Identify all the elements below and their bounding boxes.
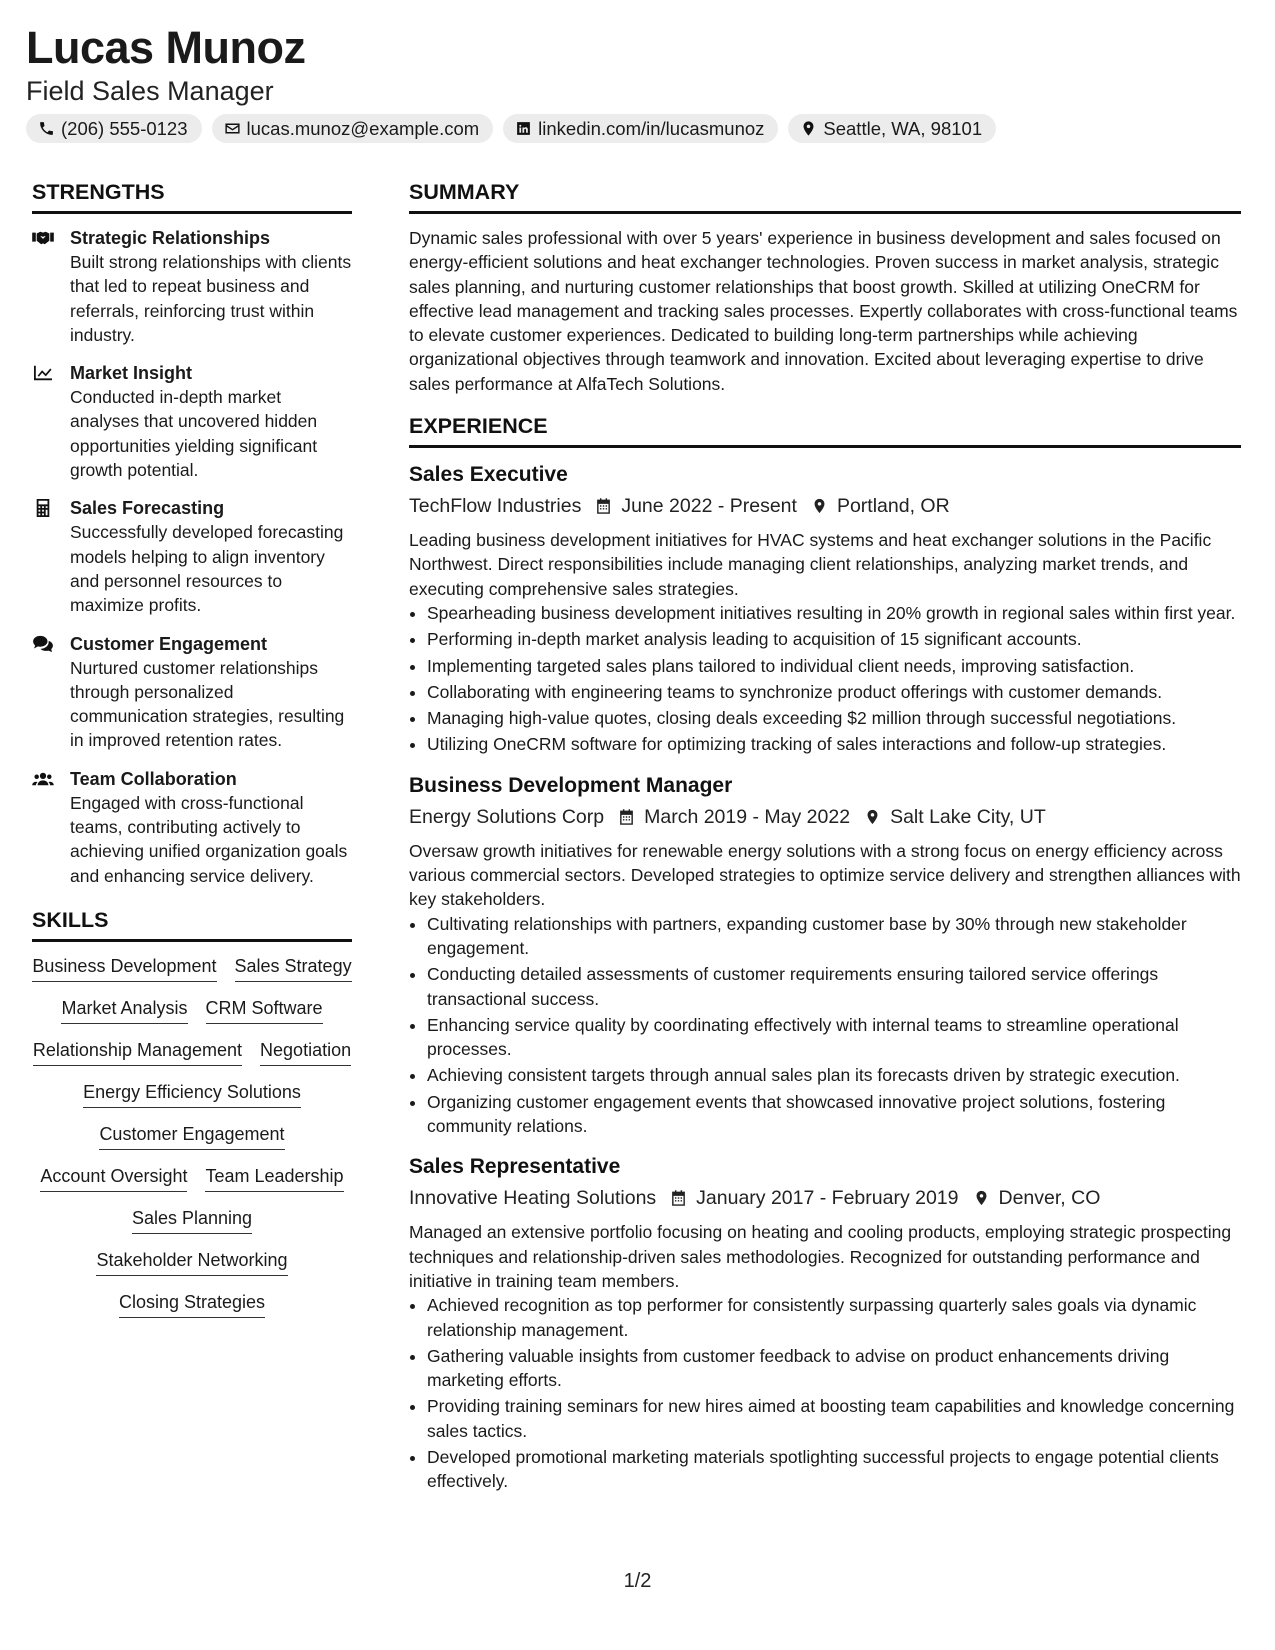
job-bullets xyxy=(409,912,1241,1139)
calendar-icon xyxy=(618,808,635,826)
strength-desc: Nurtured customer relationships through personalized communication strategies, resulting in improved retention rates. xyxy=(70,657,345,751)
calendar-icon xyxy=(595,497,612,515)
skill-tag: Team Leadership xyxy=(205,1164,343,1192)
job-bullet: • Spearheading business development initiatives resulting in 20% growth in regional sales within first year. xyxy=(427,601,1241,625)
strength-desc: Built strong relationships with clients that led to repeat business and referrals, reinforcing trust within industry. xyxy=(70,252,352,345)
skills-list xyxy=(32,954,352,1318)
map-pin-icon xyxy=(811,497,828,515)
strength-desc: Conducted in-depth market analyses that uncovered hidden opportunities yielding significant growth potential. xyxy=(70,387,318,481)
job-location: Salt Lake City, UT xyxy=(890,805,1046,828)
contact-phone[interactable] xyxy=(26,114,202,143)
strength-item xyxy=(32,767,352,888)
summary-text: Dynamic sales professional with over 5 years' experience in business development and sales focused on energy-efficient solutions and heat exchanger technologies. Proven success in market analysis, strategic sales planning, and nurturing customer relationships that boost growth. Skilled at utilizing OneCRM for effective lead management and tracking sales processes. Expertly collaborates with cross-functional teams to elevate customer experiences. Dedicated to building long-term partnerships while achieving organizational objectives through teamwork and innovation. Excited about leveraging expertise to drive sales performance at AlfaTech Solutions. xyxy=(409,228,1238,394)
map-pin-icon xyxy=(800,120,817,137)
strength-desc: Engaged with cross-functional teams, contributing actively to achieving unified organization goals and enhancing service delivery. xyxy=(70,792,348,886)
skill-tag: Customer Engagement xyxy=(99,1122,284,1150)
job-description: Oversaw growth initiatives for renewable energy solutions with a strong focus on energy efficiency across various commercial sectors. Developed strategies to optimize service delivery and strengthen alliances with key stakeholders. xyxy=(409,840,1241,910)
strength-title: Strategic Relationships xyxy=(70,228,271,248)
job-bullets xyxy=(409,1293,1241,1493)
skill-tag: Market Analysis xyxy=(61,996,187,1024)
strength-item xyxy=(32,496,352,617)
phone-icon xyxy=(38,120,55,137)
strength-item xyxy=(32,226,352,347)
job-entry xyxy=(409,460,1241,757)
job-bullet: • Developed promotional marketing materials spotlighting successful projects to engage potential clients effectively. xyxy=(427,1445,1241,1494)
job-company: Innovative Heating Solutions xyxy=(409,1187,657,1210)
contact-linkedin[interactable] xyxy=(503,114,778,143)
page-number: 1/2 xyxy=(623,1570,652,1592)
skill-tag: Negotiation xyxy=(260,1038,351,1066)
contact-email-text: lucas.munoz@example.com xyxy=(246,117,480,139)
calculator-icon xyxy=(32,499,54,517)
job-title: Business Development Manager xyxy=(409,773,733,797)
job-bullets xyxy=(409,601,1241,757)
skill-tag: CRM Software xyxy=(206,996,323,1024)
skills-heading: SKILLS xyxy=(32,906,352,942)
skill-tag: Closing Strategies xyxy=(119,1290,265,1318)
strength-desc: Successfully developed forecasting models helping to align inventory and personnel resources to maximize profits. xyxy=(70,522,344,616)
job-bullet: • Utilizing OneCRM software for optimizing tracking of sales interactions and follow-up strategies. xyxy=(427,732,1241,756)
contact-linkedin-text: linkedin.com/in/lucasmunoz xyxy=(538,117,765,139)
strength-title: Customer Engagement xyxy=(70,633,268,654)
map-pin-icon xyxy=(973,1189,990,1207)
resume-header xyxy=(26,22,306,108)
skill-tag: Sales Planning xyxy=(132,1206,252,1234)
strength-title: Team Collaboration xyxy=(70,768,237,789)
handshake-icon xyxy=(32,229,54,247)
candidate-title: Field Sales Manager xyxy=(26,76,274,106)
job-title: Sales Representative xyxy=(409,1155,621,1179)
job-location: Denver, CO xyxy=(998,1187,1101,1210)
job-meta xyxy=(409,490,1241,522)
candidate-name: Lucas Munoz xyxy=(26,22,306,73)
skill-tag: Account Oversight xyxy=(40,1164,187,1192)
job-location: Portland, OR xyxy=(836,495,950,518)
strengths-heading: STRENGTHS xyxy=(32,178,352,214)
contact-email[interactable] xyxy=(212,114,494,143)
right-column xyxy=(409,178,1241,1508)
job-bullet: • Performing in-depth market analysis leading to acquisition of 15 significant accounts. xyxy=(427,627,1241,651)
contact-phone-text: (206) 555-0123 xyxy=(61,117,188,139)
users-icon xyxy=(32,770,54,788)
skill-tag: Business Development xyxy=(32,954,216,982)
job-entry xyxy=(409,1152,1241,1493)
job-bullet: • Enhancing service quality by coordinating effectively with internal teams to streamline operational processes. xyxy=(427,1013,1241,1062)
skill-tag: Relationship Management xyxy=(33,1038,242,1066)
job-bullet: • Achieved recognition as top performer for consistently surpassing quarterly sales goals via dynamic relationship management. xyxy=(427,1293,1241,1342)
job-bullet: • Organizing customer engagement events that showcased innovative project solutions, fostering community relations. xyxy=(427,1090,1241,1139)
job-bullet: • Gathering valuable insights from customer feedback to advise on product enhancements driving marketing efforts. xyxy=(427,1344,1241,1393)
job-description: Managed an extensive portfolio focusing on heating and cooling products, employing strategic prospecting techniques and relationship-driven sales methodologies. Recognized for outstanding performance and initiative in training team members. xyxy=(409,1222,1232,1291)
job-meta xyxy=(409,1182,1241,1214)
summary-heading: SUMMARY xyxy=(409,178,1241,214)
comments-icon xyxy=(32,635,54,653)
contact-location-text: Seattle, WA, 98101 xyxy=(823,117,983,139)
job-description: Leading business development initiatives for HVAC systems and heat exchanger solutions in the Pacific Northwest. Direct responsibilities include managing client relationships, analyzing market trends, and executing comprehensive sales strategies. xyxy=(409,530,1212,599)
job-bullet: • Conducting detailed assessments of customer requirements ensuring tailored service offerings transactional success. xyxy=(427,962,1241,1011)
contact-bar xyxy=(26,114,996,143)
strength-item xyxy=(32,632,352,753)
chart-line-icon xyxy=(32,364,54,382)
job-bullet: • Implementing targeted sales plans tailored to individual client needs, improving satisfaction. xyxy=(427,654,1241,678)
strength-title: Sales Forecasting xyxy=(70,498,225,519)
job-bullet: • Providing training seminars for new hires aimed at boosting team capabilities and knowledge concerning sales tactics. xyxy=(427,1394,1241,1443)
envelope-icon xyxy=(224,120,241,137)
experience-heading: EXPERIENCE xyxy=(409,412,1241,448)
strength-item xyxy=(32,361,352,482)
skill-tag: Energy Efficiency Solutions xyxy=(83,1080,301,1108)
job-dates: January 2017 - February 2019 xyxy=(696,1187,959,1210)
map-pin-icon xyxy=(864,808,881,826)
job-company: Energy Solutions Corp xyxy=(409,805,605,828)
job-meta xyxy=(409,801,1241,833)
job-company: TechFlow Industries xyxy=(409,495,582,518)
strength-title: Market Insight xyxy=(70,363,193,384)
job-bullet: • Collaborating with engineering teams to synchronize product offerings with customer demands. xyxy=(427,680,1241,704)
skill-tag: Sales Strategy xyxy=(235,954,352,982)
left-column xyxy=(32,178,352,1318)
job-entry xyxy=(409,771,1241,1139)
linkedin-icon xyxy=(515,120,532,137)
job-bullet: • Cultivating relationships with partners, expanding customer base by 30% through new stakeholder engagement. xyxy=(427,912,1241,961)
contact-location xyxy=(788,114,996,143)
job-title: Sales Executive xyxy=(409,463,568,487)
job-dates: March 2019 - May 2022 xyxy=(644,805,851,828)
job-dates: June 2022 - Present xyxy=(621,495,797,518)
job-bullet: • Achieving consistent targets through annual sales plan its forecasts driven by strategic execution. xyxy=(427,1063,1241,1087)
skill-tag: Stakeholder Networking xyxy=(96,1248,287,1276)
calendar-icon xyxy=(670,1189,687,1207)
job-bullet: • Managing high-value quotes, closing deals exceeding $2 million through successful negotiations. xyxy=(427,706,1241,730)
